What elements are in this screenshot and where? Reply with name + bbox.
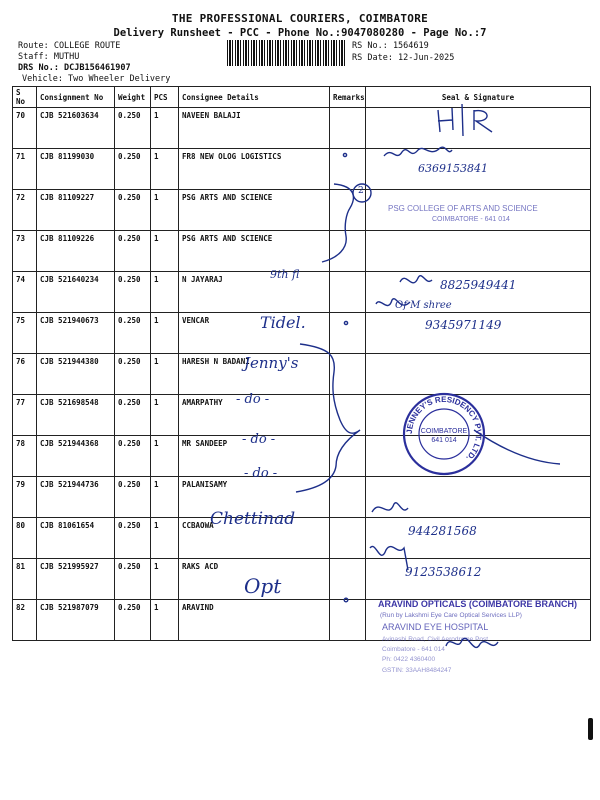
cell-pcs: 1 bbox=[151, 518, 179, 559]
cell-weight: 0.250 bbox=[115, 559, 151, 600]
handwriting-floor-74: 9th fl bbox=[270, 268, 300, 281]
cell-details: ARAVIND bbox=[179, 600, 330, 641]
handwriting-chettinad: Chettinad bbox=[210, 509, 296, 529]
cell-sno: 73 bbox=[13, 231, 37, 272]
aravind-stamp-line5: Coimbatore - 641 014 bbox=[382, 646, 445, 653]
handwriting-hr bbox=[436, 104, 438, 105]
cell-cons: CJB 81109226 bbox=[37, 231, 115, 272]
col-remarks: Remarks bbox=[330, 87, 366, 108]
cell-sno: 77 bbox=[13, 395, 37, 436]
rs-date-label: RS Date: 12-Jun-2025 bbox=[352, 53, 455, 63]
cell-pcs: 1 bbox=[151, 477, 179, 518]
cell-pcs: 1 bbox=[151, 436, 179, 477]
cell-cons: CJB 81109227 bbox=[37, 190, 115, 231]
handwriting-tidel: Tidel. bbox=[260, 313, 306, 332]
cell-cons: CJB 521944368 bbox=[37, 436, 115, 477]
cell-details: HARESH N BADANI bbox=[179, 354, 330, 395]
handwriting-phone-74: 8825949441 bbox=[440, 278, 517, 292]
cell-pcs: 1 bbox=[151, 272, 179, 313]
handwriting-phone-72: 6369153841 bbox=[418, 162, 488, 175]
cell-details: CCBAOWA bbox=[179, 518, 330, 559]
aravind-stamp-line2: (Run by Lakshmi Eye Care Optical Services LLP) bbox=[380, 612, 522, 619]
jennys-stamp bbox=[394, 384, 494, 484]
drs-label: DRS No.: DCJB156461907 bbox=[18, 63, 131, 73]
cell-weight: 0.250 bbox=[115, 395, 151, 436]
cell-weight: 0.250 bbox=[115, 231, 151, 272]
cell-sno: 81 bbox=[13, 559, 37, 600]
vehicle-label: Vehicle: Two Wheeler Delivery bbox=[22, 74, 171, 84]
cell-pcs: 1 bbox=[151, 231, 179, 272]
cell-cons: CJB 81199030 bbox=[37, 149, 115, 190]
aravind-stamp-line4: Avinashi Road, Civil Aerodrome Post, bbox=[382, 636, 490, 643]
cell-pcs: 1 bbox=[151, 190, 179, 231]
cell-sno: 82 bbox=[13, 600, 37, 641]
psg-stamp-name: PSG COLLEGE OF ARTS AND SCIENCE bbox=[388, 204, 538, 213]
cell-sno: 74 bbox=[13, 272, 37, 313]
cell-weight: 0.250 bbox=[115, 190, 151, 231]
cell-sno: 79 bbox=[13, 477, 37, 518]
cell-cons: CJB 521603634 bbox=[37, 108, 115, 149]
cell-details: FR8 NEW OLOG LOGISTICS bbox=[179, 149, 330, 190]
rs-no-label: RS No.: 1564619 bbox=[352, 41, 429, 51]
cell-sno: 70 bbox=[13, 108, 37, 149]
cell-sno: 75 bbox=[13, 313, 37, 354]
handwriting-shree: Of M shree bbox=[395, 300, 452, 311]
cell-details: MR SANDEEP bbox=[179, 436, 330, 477]
cell-cons: CJB 81061654 bbox=[37, 518, 115, 559]
page-title: THE PROFESSIONAL COURIERS, COIMBATORE bbox=[171, 12, 429, 25]
cell-weight: 0.250 bbox=[115, 149, 151, 190]
col-consignee: Consignee Details bbox=[179, 87, 330, 108]
cell-cons: CJB 521944736 bbox=[37, 477, 115, 518]
handwriting-opt: Opt bbox=[244, 574, 282, 598]
col-pcs: PCS bbox=[151, 87, 179, 108]
cell-cons: CJB 521987079 bbox=[37, 600, 115, 641]
cell-cons: CJB 521698548 bbox=[37, 395, 115, 436]
col-seal: Seal & Signature bbox=[366, 87, 591, 108]
cell-details: PSG ARTS AND SCIENCE bbox=[179, 190, 330, 231]
aravind-stamp-line6: Ph: 0422 4360400 bbox=[382, 656, 436, 663]
cell-sno: 72 bbox=[13, 190, 37, 231]
cell-weight: 0.250 bbox=[115, 272, 151, 313]
cell-cons: CJB 521640234 bbox=[37, 272, 115, 313]
cell-cons: CJB 521940673 bbox=[37, 313, 115, 354]
aravind-stamp-line3: ARAVIND EYE HOSPITAL bbox=[382, 622, 489, 632]
route-label: Route: COLLEGE ROUTE bbox=[18, 41, 121, 51]
cell-weight: 0.250 bbox=[115, 313, 151, 354]
cell-pcs: 1 bbox=[151, 313, 179, 354]
col-weight: Weight bbox=[115, 87, 151, 108]
cell-details: N JAYARAJ bbox=[179, 272, 330, 313]
jennys-stamp-ring-text: JENNEY'S RESIDENCY PVT. LTD. bbox=[404, 394, 484, 463]
handwriting-do-77: - do - bbox=[236, 392, 270, 407]
cell-cons: CJB 521944380 bbox=[37, 354, 115, 395]
cell-weight: 0.250 bbox=[115, 518, 151, 559]
cell-cons: CJB 521995927 bbox=[37, 559, 115, 600]
cell-details: PSG ARTS AND SCIENCE bbox=[179, 231, 330, 272]
jennys-stamp-pin: 641 014 bbox=[431, 437, 457, 444]
cell-weight: 0.250 bbox=[115, 354, 151, 395]
handwriting-phone-80: 944281568 bbox=[408, 524, 477, 538]
aravind-stamp-line1: ARAVIND OPTICALS (COIMBATORE BRANCH) bbox=[378, 599, 577, 609]
jennys-stamp-center: COIMBATORE bbox=[420, 428, 468, 435]
page-subtitle: Delivery Runsheet - PCC - Phone No.:9047080280 - Page No.:7 bbox=[113, 27, 487, 39]
cell-weight: 0.250 bbox=[115, 436, 151, 477]
cell-weight: 0.250 bbox=[115, 477, 151, 518]
col-sno: S No bbox=[13, 87, 37, 108]
handwriting-phone-81: 9123538612 bbox=[405, 565, 482, 579]
page-edge-mark bbox=[588, 718, 593, 740]
handwriting-do-79: - do - bbox=[244, 466, 278, 481]
cell-weight: 0.250 bbox=[115, 600, 151, 641]
cell-sno: 71 bbox=[13, 149, 37, 190]
handwriting-circle-2: 2 bbox=[358, 186, 364, 196]
aravind-stamp-line7: GSTIN: 33AAH8484247 bbox=[382, 667, 452, 674]
cell-details: VENCAR bbox=[179, 313, 330, 354]
cell-pcs: 1 bbox=[151, 149, 179, 190]
cell-pcs: 1 bbox=[151, 354, 179, 395]
cell-weight: 0.250 bbox=[115, 108, 151, 149]
cell-details: RAKS ACD bbox=[179, 559, 330, 600]
staff-label: Staff: MUTHU bbox=[18, 52, 80, 62]
handwriting-do-78: - do - bbox=[242, 432, 276, 447]
cell-pcs: 1 bbox=[151, 600, 179, 641]
cell-pcs: 1 bbox=[151, 559, 179, 600]
cell-sno: 76 bbox=[13, 354, 37, 395]
handwriting-phone-75: 9345971149 bbox=[425, 318, 502, 332]
cell-details: AMARPATHY bbox=[179, 395, 330, 436]
cell-pcs: 1 bbox=[151, 108, 179, 149]
psg-stamp-city: COIMBATORE - 641 014 bbox=[432, 216, 510, 223]
cell-sno: 78 bbox=[13, 436, 37, 477]
col-consignment: Consignment No bbox=[37, 87, 115, 108]
handwriting-jennys: Jenny's bbox=[244, 354, 299, 372]
cell-sno: 80 bbox=[13, 518, 37, 559]
cell-details: PALANISAMY bbox=[179, 477, 330, 518]
cell-details: NAVEEN BALAJI bbox=[179, 108, 330, 149]
cell-pcs: 1 bbox=[151, 395, 179, 436]
